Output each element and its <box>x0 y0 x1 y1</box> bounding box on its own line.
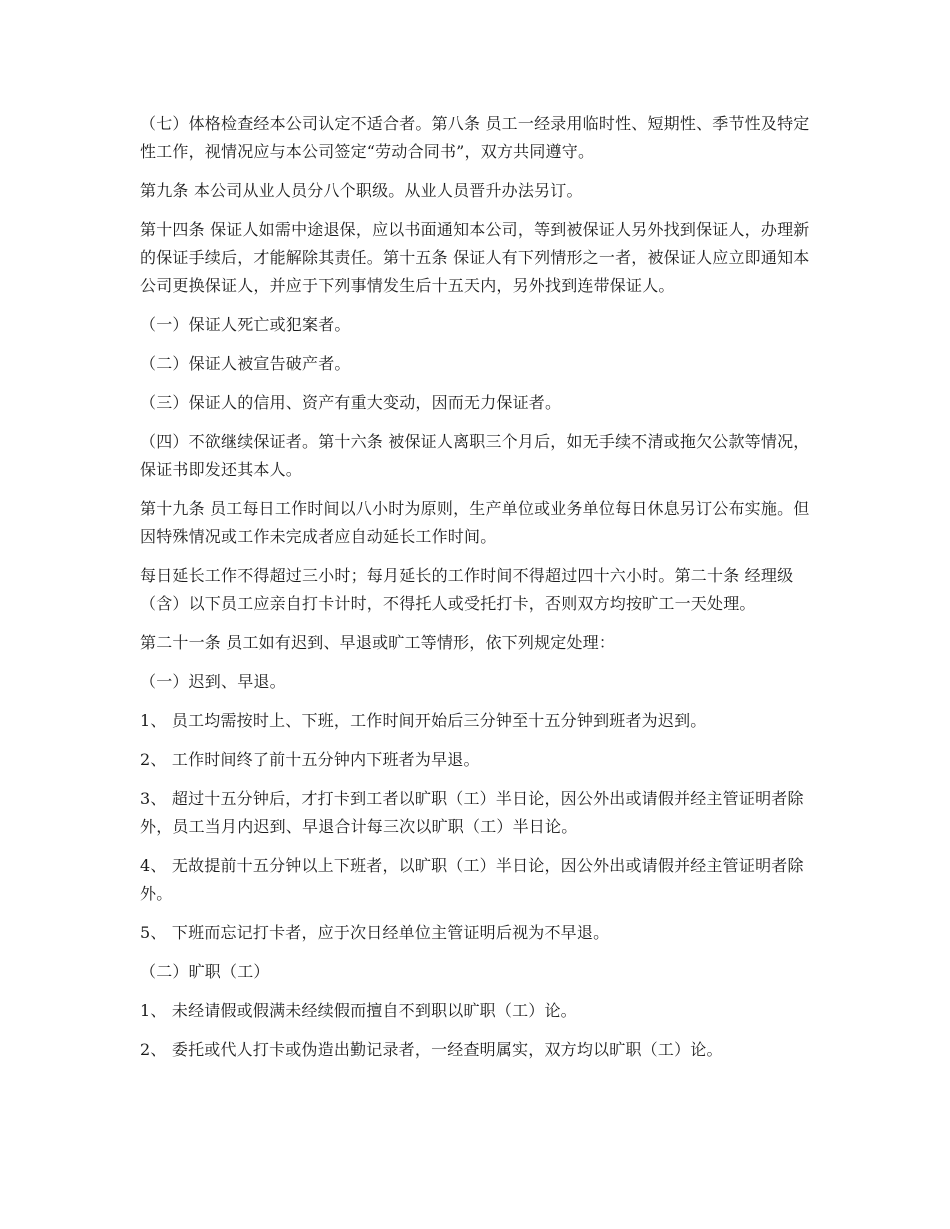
paragraph: 第二十一条 员工如有迟到、早退或旷工等情形，依下列规定处理： <box>140 633 616 652</box>
paragraph: （二）保证人被宣告破产者。 <box>140 354 351 373</box>
paragraph: 第十四条 保证人如需中途退保，应以书面通知本公司，等到被保证人另外找到保证人，办理新的保证手续后，才能解除其责任。第十五条 保证人有下列情形之一者，被保证人应立即通知本公司更换保证人，并应于下列事情发生后十五天内，另外找到连带保证人。 <box>140 220 810 295</box>
paragraph: （一）保证人死亡或犯案者。 <box>140 315 351 334</box>
paragraph: 3、 超过十五分钟后，才打卡到工者以旷职（工）半日论，因公外出或请假并经主管证明者除外，员工当月内迟到、早退合计每三次以旷职（工）半日论。 <box>140 789 804 836</box>
paragraph: 5、 下班而忘记打卡者，应于次日经单位主管证明后视为不早退。 <box>140 923 610 942</box>
paragraph: 4、 无故提前十五分钟以上下班者，以旷职（工）半日论，因公外出或请假并经主管证明者除外。 <box>140 856 804 903</box>
paragraph: 2、 委托或代人打卡或伪造出勤记录者，一经查明属实，双方均以旷职（工）论。 <box>140 1040 723 1059</box>
paragraph: 第九条 本公司从业人员分八个职级。从业人员晋升办法另订。 <box>140 181 583 200</box>
document-page <box>140 110 812 1075</box>
paragraph: 每日延长工作不得超过三小时；每月延长的工作时间不得超过四十六小时。第二十条 经理级（含）以下员工应亲自打卡计时，不得托人或受托打卡，否则双方均按旷工一天处理。 <box>140 566 794 613</box>
paragraph: 1、 未经请假或假满未经续假而擅自不到职以旷职（工）论。 <box>140 1001 577 1020</box>
paragraph: （二）旷职（工） <box>140 962 270 981</box>
paragraph: （一）迟到、早退。 <box>140 672 286 691</box>
paragraph: （三）保证人的信用、资产有重大变动，因而无力保证者。 <box>140 393 562 412</box>
paragraph: 1、 员工均需按时上、下班，工作时间开始后三分钟至十五分钟到班者为迟到。 <box>140 711 707 730</box>
paragraph: 第十九条 员工每日工作时间以八小时为原则，生产单位或业务单位每日休息另订公布实施。但因特殊情况或工作未完成者应自动延长工作时间。 <box>140 499 810 546</box>
paragraph: （七）体格检查经本公司认定不适合者。第八条 员工一经录用临时性、短期性、季节性及特定性工作，视情况应与本公司签定“劳动合同书”，双方共同遵守。 <box>140 114 810 161</box>
paragraph: 2、 工作时间终了前十五分钟内下班者为早退。 <box>140 750 480 769</box>
paragraph: （四）不欲继续保证者。第十六条 被保证人离职三个月后，如无手续不清或拖欠公款等情况，保证书即发还其本人。 <box>140 432 810 479</box>
